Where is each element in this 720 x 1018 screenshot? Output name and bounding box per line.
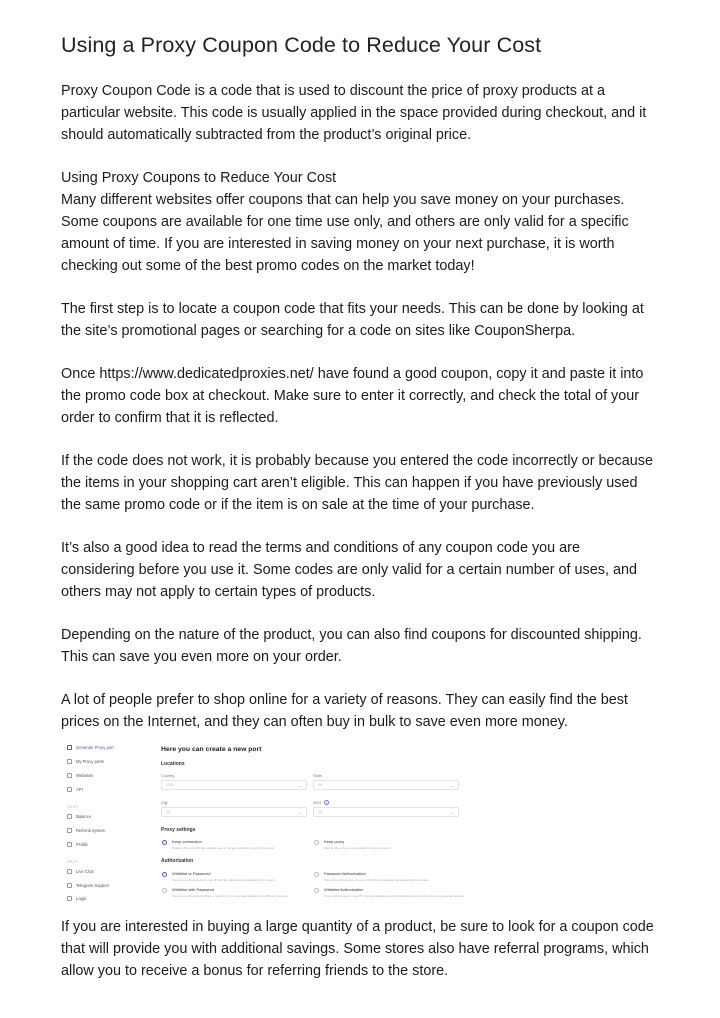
whitelist-or-password-radio	[162, 872, 167, 877]
sidebar-item-label: Referral system	[76, 828, 106, 833]
text-line: others may not apply to certain types of products.	[61, 584, 376, 600]
sidebar-item-login	[67, 896, 86, 901]
asn-value: All	[318, 810, 323, 814]
text-line: If the code does not work, it is probably because you entered the code incorrectly or because	[61, 453, 653, 469]
sidebar-item-label: Login	[76, 896, 87, 901]
paragraph-using-coupons	[61, 167, 671, 277]
text-line: particular website. This code is usually applied in the space provided during checkout, and it	[61, 105, 647, 121]
text-line: should automatically subtracted from the product’s original price.	[61, 127, 472, 143]
sidebar-item-balance	[67, 814, 91, 819]
whitelist-or-password-label: Whitelist or Password	[172, 871, 211, 876]
sidebar-item-live-chat	[67, 869, 94, 874]
code-icon	[67, 787, 72, 792]
text-line: Some coupons are available for one time use only, and others are only valid for a specific	[61, 214, 629, 230]
text-line: Depending on the nature of the product, you can also find coupons for discounted shipping.	[61, 627, 642, 643]
paragraph-terms	[61, 537, 671, 603]
sidebar-item-api	[67, 787, 83, 792]
keep-proxy-radio	[314, 840, 319, 845]
sidebar-section-user: USER	[67, 805, 79, 809]
sidebar-item-label: Balance	[76, 814, 92, 819]
whitelist-with-password-radio	[162, 888, 167, 893]
sidebar-item-label: API	[76, 787, 83, 792]
authorization-heading: Authorization	[161, 858, 194, 864]
whitelist-with-password-desc: Your proxy will operate either on your IP or by generated password on different devices	[172, 894, 288, 898]
text-line: order to confirm that it is reflected.	[61, 410, 279, 426]
sidebar-item-label: Profile	[76, 842, 88, 847]
keep-proxy-desc: Wait for the proxy to be replaced in a few seconds	[324, 846, 391, 850]
chevron-down-icon: ⌄	[450, 783, 454, 788]
country-label: Country	[161, 774, 175, 778]
asn-select	[313, 807, 459, 817]
asn-label: ASN	[313, 801, 321, 805]
plus-icon	[67, 745, 72, 750]
text-line: Once https://www.dedicatedproxies.net/ have found a good coupon, copy it and paste it into	[61, 366, 644, 382]
keep-proxy-label: Keep proxy	[324, 839, 345, 844]
chevron-down-icon: ⌄	[298, 783, 302, 788]
list-icon	[67, 759, 72, 764]
user-icon	[67, 842, 72, 847]
whitelist-with-password-label: Whitelist with Password	[172, 887, 215, 892]
sidebar-item-label: Generate Proxy port	[76, 745, 114, 750]
sidebar-item-referral-system	[67, 828, 105, 833]
text-line: prices on the Internet, and they can often buy in bulk to save even more money.	[61, 714, 568, 730]
chevron-down-icon: ⌄	[450, 810, 454, 815]
paragraph-intro	[61, 80, 671, 146]
text-line: that will provide you with additional savings. Some stores also have referral programs, which	[61, 941, 649, 957]
whitelist-authorization-desc: Proxy will operate on your IP. You can indicate a few IP addresses and use the proxy on separate devices	[324, 894, 464, 898]
country-value: USA	[166, 783, 174, 787]
text-line: checking out some of the best promo codes on the market today!	[61, 258, 475, 274]
whitelist-authorization-radio	[314, 888, 319, 893]
text-line: the same promo code or if the item is on sale at the time of your purchase.	[61, 497, 535, 513]
text-line: Proxy Coupon Code is a code that is used to discount the price of proxy products at a	[61, 83, 605, 99]
text-line: Many different websites offer coupons that can help you save money on your purchases.	[61, 192, 625, 208]
paragraph-shipping	[61, 624, 671, 668]
chat-icon	[67, 869, 72, 874]
paragraph-first-step	[61, 298, 671, 342]
sidebar-section-help: HELP	[67, 860, 78, 864]
text-line: The first step is to locate a coupon code that fits your needs. This can be done by looking at	[61, 301, 644, 317]
whitelist-authorization-label: Whitelist Authorization	[324, 887, 364, 892]
proxy-settings-heading: Proxy settings	[161, 827, 196, 833]
text-line: the items in your shopping cart aren’t eligible. This can happen if you have previously used	[61, 475, 638, 491]
wallet-icon	[67, 814, 72, 819]
whitelist-or-password-desc: Your proxy will operate on your IP with the password generated by the system	[172, 878, 276, 882]
text-line: the site’s promotional pages or searching for a code on sites like CouponSherpa.	[61, 323, 576, 339]
paragraph-paste-code	[61, 363, 671, 429]
keep-connection-label: Keep connection	[172, 839, 202, 844]
text-line: considering before you use it. Some codes are only valid for a certain number of uses, and	[61, 562, 637, 578]
text-line: This can save you even more on your order.	[61, 649, 342, 665]
sidebar-item-label: Telegram Support	[76, 883, 110, 888]
screenshot-main-panel	[153, 741, 467, 907]
password-authorization-label: Password Authorization	[324, 871, 366, 876]
info-icon: i	[324, 800, 329, 805]
paragraph-shop-online	[61, 689, 671, 733]
text-line: A lot of people prefer to shop online for a variety of reasons. They can easily find the best	[61, 692, 628, 708]
sidebar-item-telegram-support	[67, 883, 109, 888]
password-authorization-radio	[314, 872, 319, 877]
keep-connection-desc: Rotation Proxies with the possible one in the geo position in every 5 seconds	[172, 846, 274, 850]
globe-icon	[67, 773, 72, 778]
screenshot-sidebar	[61, 741, 149, 907]
keep-connection-radio	[162, 840, 167, 845]
text-line: If you are interested in buying a large quantity of a product, be sure to look for a coupon code	[61, 919, 654, 935]
city-value: All	[166, 810, 171, 814]
login-icon	[67, 896, 72, 901]
users-icon	[67, 828, 72, 833]
telegram-icon	[67, 883, 72, 888]
paragraph-bulk	[61, 916, 671, 982]
sidebar-item-websites	[67, 773, 93, 778]
locations-heading: Locations	[161, 761, 185, 767]
sidebar-item-label: My Proxy ports	[76, 759, 104, 764]
sidebar-item-generate-proxy-port	[67, 745, 114, 750]
sidebar-item-my-proxy-ports	[67, 759, 104, 764]
sidebar-item-profile	[67, 842, 88, 847]
password-authorization-desc: Your proxy will operate on every IP with the password generated by the system	[324, 878, 429, 882]
city-select	[161, 807, 307, 817]
page-title: Using a Proxy Coupon Code to Reduce Your Cost	[61, 33, 542, 57]
state-select	[313, 780, 459, 790]
subheading-line: Using Proxy Coupons to Reduce Your Cost	[61, 170, 337, 186]
text-line: amount of time. If you are interested in saving money on your next purchase, it is worth	[61, 236, 615, 252]
city-label: City	[161, 801, 168, 805]
proxy-port-screenshot	[61, 741, 467, 907]
sidebar-item-label: Live Chat	[76, 869, 94, 874]
create-port-heading: Here you can create a new port	[161, 746, 262, 753]
state-value: All	[318, 783, 323, 787]
chevron-down-icon: ⌄	[298, 810, 302, 815]
text-line: It’s also a good idea to read the terms and conditions of any coupon code you are	[61, 540, 580, 556]
text-line: allow you to receive a bonus for referring friends to the store.	[61, 963, 449, 979]
sidebar-item-label: Websites	[76, 773, 94, 778]
country-select	[161, 780, 307, 790]
paragraph-code-not-work	[61, 450, 671, 516]
state-label: State	[313, 774, 322, 778]
text-line: the promo code box at checkout. Make sure to enter it correctly, and check the total of your	[61, 388, 640, 404]
